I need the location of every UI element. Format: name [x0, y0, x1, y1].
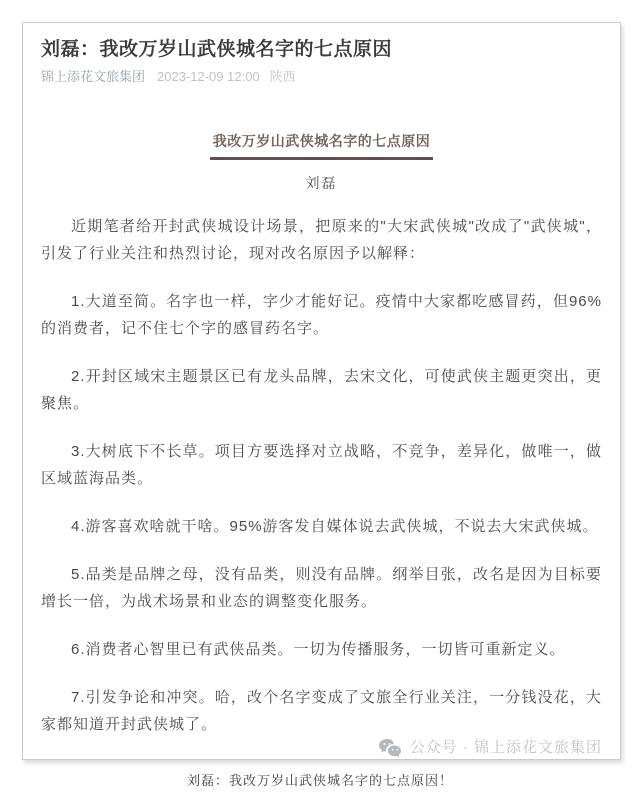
article-heading: 我改万岁山武侠城名字的七点原因: [210, 131, 434, 160]
paragraph-reason-2: 2.开封区域宋主题景区已有龙头品牌，去宋文化，可使武侠主题更突出，更聚焦。: [41, 368, 602, 412]
article-heading-wrap: [41, 131, 602, 160]
article-meta: [41, 69, 602, 85]
publish-timestamp: 2023-12-09 12:00: [157, 69, 260, 84]
paragraph-reason-5: 5.品类是品牌之母，没有品类，则没有品牌。纲举目张，改名是因为目标要增长一倍，为战术场景和业态的调整变化服务。: [41, 566, 602, 610]
paragraph-reason-1: 1.大道至简。名字也一样，字少才能好记。疫情中大家都吃感冒药，但96%的消费者，记不住七个字的感冒药名字。: [41, 293, 602, 337]
article-card: [22, 22, 621, 760]
account-name[interactable]: 锦上添花文旅集团: [41, 69, 146, 84]
wechat-icon: [378, 738, 404, 758]
image-caption: 刘磊：我改万岁山武侠城名字的七点原因！: [186, 773, 453, 788]
article-author: 刘磊: [305, 175, 338, 191]
article-footer: [41, 738, 602, 758]
paragraph-intro: 近期笔者给开封武侠城设计场景，把原来的"大宋武侠城"改成了"武侠城"，引发了行业关注和热烈讨论，现对改名原因予以解释：: [41, 218, 602, 262]
page-title: 刘磊：我改万岁山武侠城名字的七点原因: [41, 39, 393, 60]
publish-location: 陕西: [269, 69, 296, 84]
paragraph-reason-4: 4.游客喜欢啥就干啥。95%游客发自媒体说去武侠城，不说去大宋武侠城。: [71, 518, 599, 535]
official-account-label: 公众号 · 锦上添花文旅集团: [409, 739, 602, 756]
paragraph-reason-7: 7.引发争论和冲突。哈，改个名字变成了文旅全行业关注，一分钱没花，大家都知道开封武侠城了。: [41, 689, 602, 733]
paragraph-reason-6: 6.消费者心智里已有武侠品类。一切为传播服务，一切皆可重新定义。: [71, 641, 566, 658]
paragraph-reason-3: 3.大树底下不长草。项目方要选择对立战略，不竞争，差异化，做唯一，做区域蓝海品类。: [41, 443, 602, 487]
